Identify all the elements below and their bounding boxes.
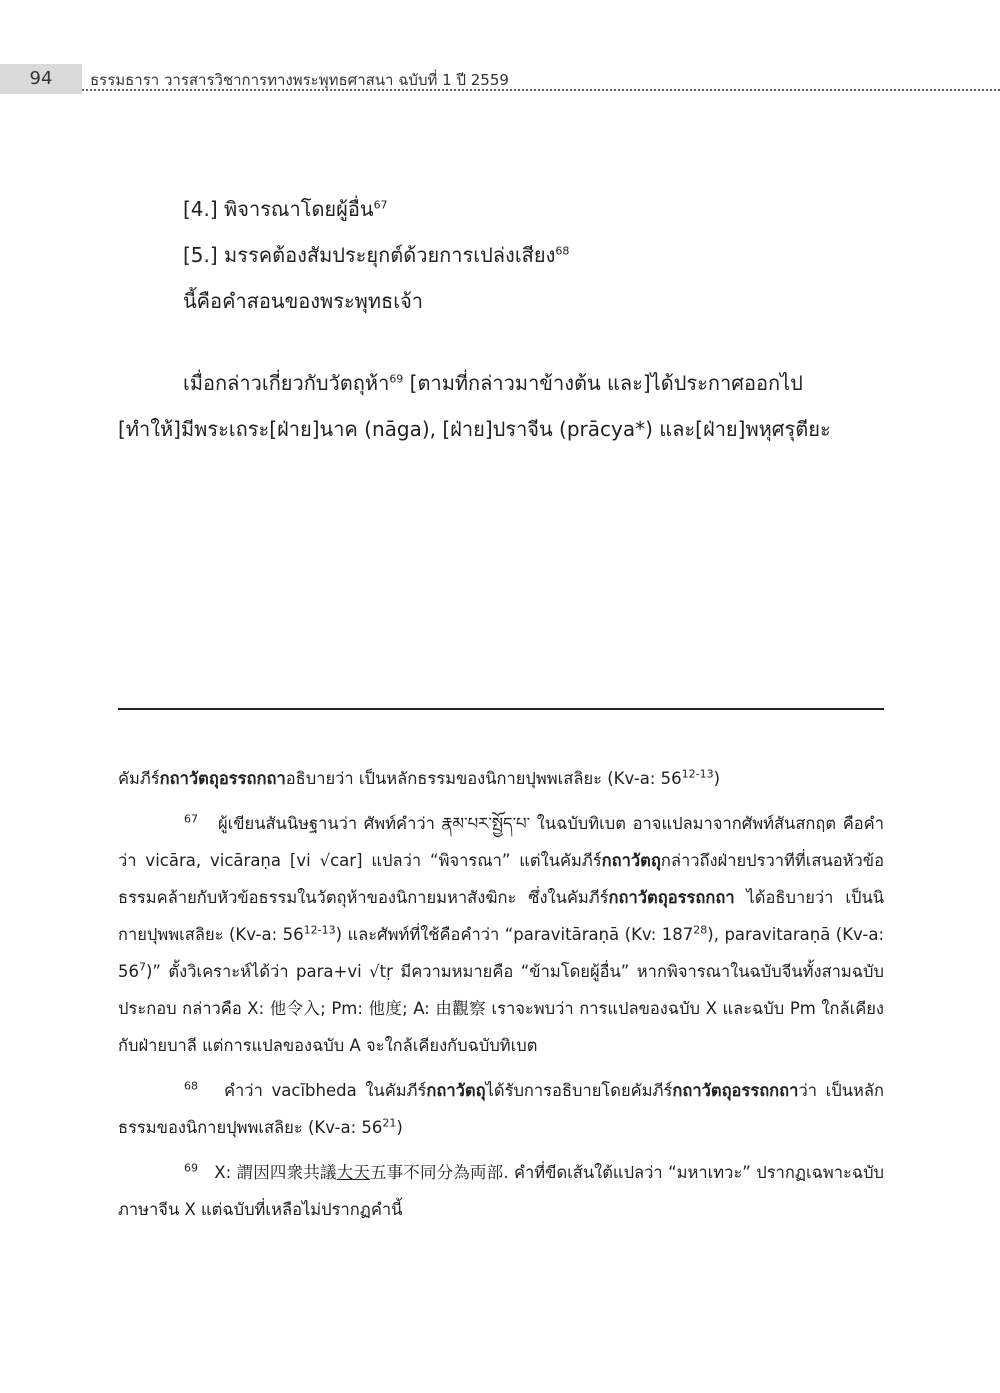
header-dotted-rule bbox=[82, 89, 1000, 91]
fn-69-underlined: 大天 bbox=[336, 1163, 370, 1182]
footnote-69 bbox=[118, 1154, 884, 1228]
fn-67-t5: ) และศัพท์ที่ใช้คือคำว่า “paravitāraṇā (Kv: 187 bbox=[335, 925, 694, 944]
paragraph-text-a: เมื่อกล่าวเกี่ยวกับวัตถุห้า bbox=[183, 371, 390, 395]
fn-67-number: 67 bbox=[184, 812, 198, 826]
fn-cont-text-b: อธิบายว่า เป็นหลักธรรมของนิกายปุพพเสลิยะ (Kv-a: 56 bbox=[285, 769, 682, 788]
body-paragraph bbox=[118, 360, 884, 452]
fn-69-t1: X: 謂因四衆共議 bbox=[214, 1163, 337, 1182]
fn-69-number: 69 bbox=[184, 1161, 198, 1175]
fn-67-s3: 7 bbox=[139, 960, 146, 974]
fn-68-b1: กถาวัตถุ bbox=[426, 1081, 486, 1100]
closing-line: นี้คือคำสอนของพระพุทธเจ้า bbox=[183, 289, 424, 313]
fn-67-tibetan: རྣམ་པར་སྤྱོད་པ་ bbox=[441, 814, 531, 833]
fn-67-t6: ), paravitaraṇā (Kv-a: 56 bbox=[118, 925, 884, 981]
fn-68-t3: ว่า เป็นหลักธรรมของนิกายปุพพเสลิยะ (Kv-a: 56 bbox=[118, 1081, 884, 1137]
fn-68-t1: คำว่า vacībheda ในคัมภีร์ bbox=[224, 1081, 427, 1100]
fn-68-s1: 21 bbox=[382, 1116, 397, 1130]
fn-cont-text-c: ) bbox=[713, 769, 721, 788]
list-item-5 bbox=[118, 232, 884, 278]
footnote-separator bbox=[118, 708, 884, 710]
fn-68-t2: ได้รับการอธิบายโดยคัมภีร์ bbox=[485, 1081, 673, 1100]
paragraph-line-2: [ทำให้]มีพระเถระ[ฝ่าย]นาค (nāga), [ฝ่าย]ปราจีน (prācya*) และ[ฝ่าย]พหุศรุตียะ bbox=[118, 417, 831, 441]
running-title: ธรรมธารา วารสารวิชาการทางพระพุทธศาสนา ฉบับที่ 1 ปี 2559 bbox=[90, 71, 509, 89]
fn-cont-bold: กถาวัตถุอรรถกถา bbox=[159, 769, 286, 788]
main-text-block bbox=[118, 186, 884, 324]
footnote-ref-67: 67 bbox=[373, 198, 388, 212]
fn-67-t3: กล่าวถึงฝ่ายปรวาทีที่เสนอหัวข้อธรรมคล้ายกับหัวข้อธรรมในวัตถุห้าของนิกายมหาสังฆิกะ ซึ่งในคัมภีร์ bbox=[118, 851, 884, 907]
fn-67-s2: 28 bbox=[693, 923, 708, 937]
page-number: 94 bbox=[0, 64, 82, 94]
fn-68-t4: ) bbox=[396, 1118, 403, 1137]
list-item-4-text: [4.] พิจารณาโดยผู้อื่น bbox=[183, 197, 374, 221]
footnote-ref-69: 69 bbox=[389, 372, 404, 386]
footnotes bbox=[118, 760, 884, 1228]
fn-68-number: 68 bbox=[184, 1079, 198, 1093]
fn-cont-sup: 12-13 bbox=[681, 767, 714, 781]
footnote-68 bbox=[118, 1072, 884, 1146]
fn-67-s1: 12-13 bbox=[303, 923, 336, 937]
paragraph-text-b: [ตามที่กล่าวมาข้างต้น และ]ได้ประกาศออกไป bbox=[403, 371, 803, 395]
fn-68-b2: กถาวัตถุอรรถกถา bbox=[672, 1081, 799, 1100]
list-item-5-text: [5.] มรรคต้องสัมประยุกต์ด้วยการเปล่งเสียง bbox=[183, 243, 556, 267]
fn-67-t2: ในฉบับทิเบต อาจแปลมาจากศัพท์สันสกฤต คือคำว่า vicāra, vicāraṇa [vi √car] แปลว่า “พิจารณา” แต่ในคัมภีร์ bbox=[118, 814, 884, 870]
fn-67-t1: ผู้เขียนสันนิษฐานว่า ศัพท์คำว่า bbox=[217, 814, 442, 833]
fn-67-b2: กถาวัตถุอรรถกถา bbox=[608, 888, 735, 907]
footnote-continuation bbox=[118, 760, 884, 797]
footnote-ref-68: 68 bbox=[555, 244, 570, 258]
footnote-67 bbox=[118, 805, 884, 1064]
fn-67-b1: กถาวัตถุ bbox=[601, 851, 661, 870]
paragraph-line-1 bbox=[118, 360, 884, 406]
fn-67-t7: )” ตั้งวิเคราะห์ได้ว่า para+vi √tṛ มีความหมายคือ “ข้ามโดยผู้อื่น” หากพิจารณาในฉบับจีนทั้งสามฉบับประกอบ กล่าวคือ X: 他令入; Pm: 他度; A: 由觀察 เราจะพบว่า การแปลของฉบับ X และฉบับ Pm ใกล้เคียงกับฝ่ายบาลี แต่การแปลของฉบับ A จะใกล้เคียงกับฉบับทิเบต bbox=[118, 962, 884, 1055]
list-item-4 bbox=[118, 186, 884, 232]
fn-cont-text-a: คัมภีร์ bbox=[118, 769, 160, 788]
fn-69-t2: 五事不同分為両部. คำที่ขีดเส้นใต้แปลว่า “มหาเทวะ” ปรากฏเฉพาะฉบับภาษาจีน X แต่ฉบับที่เหลือไม่ปรากฏคำนี้ bbox=[118, 1163, 885, 1219]
fn-67-t4: ได้อธิบายว่า เป็นนิกายปุพพเสลิยะ (Kv-a: 56 bbox=[118, 888, 885, 944]
